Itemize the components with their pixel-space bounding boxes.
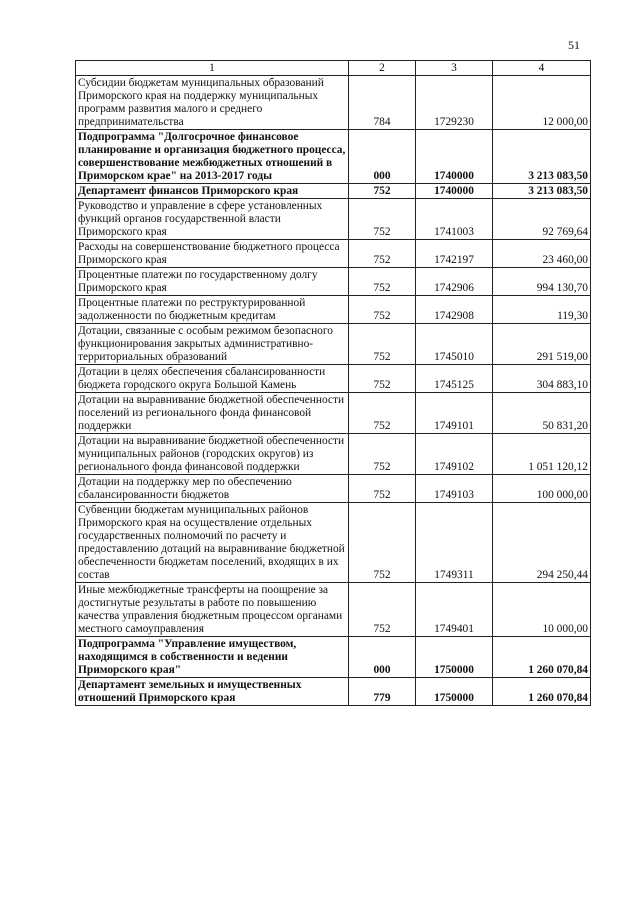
row-code-cell: 1749103 xyxy=(416,475,493,503)
column-header-name: 1 xyxy=(76,61,349,76)
row-admin-cell: 779 xyxy=(349,678,416,706)
table-row xyxy=(76,184,591,199)
row-name-cell: Дотации на выравнивание бюджетной обеспеченности муниципальных районов (городских округов) из регионального фонда финансовой поддержки xyxy=(76,434,349,475)
row-admin-cell: 752 xyxy=(349,475,416,503)
row-sum-cell: 1 260 070,84 xyxy=(493,678,591,706)
row-sum-cell: 92 769,64 xyxy=(493,199,591,240)
table-row xyxy=(76,296,591,324)
column-header-sum: 4 xyxy=(493,61,591,76)
row-code-cell: 1742908 xyxy=(416,296,493,324)
budget-table xyxy=(75,60,591,706)
row-name-cell: Процентные платежи по реструктурированной задолженности по бюджетным кредитам xyxy=(76,296,349,324)
row-code-cell: 1750000 xyxy=(416,678,493,706)
row-admin-cell: 752 xyxy=(349,296,416,324)
row-sum-cell: 12 000,00 xyxy=(493,76,591,130)
table-row xyxy=(76,583,591,637)
row-sum-cell: 119,30 xyxy=(493,296,591,324)
row-code-cell: 1742197 xyxy=(416,240,493,268)
row-code-cell: 1741003 xyxy=(416,199,493,240)
row-name-cell: Подпрограмма "Долгосрочное финансовое планирование и организация бюджетного процесса, совершенствование межбюджетных отношений в Приморском крае" на 2013-2017 годы xyxy=(76,130,349,184)
row-name-cell: Субвенции бюджетам муниципальных районов Приморского края на осуществление отдельных государственных полномочий по расчету и предоставлению дотаций на выравнивание бюджетной обеспеченности бюджетам поселений, входящих в их состав xyxy=(76,503,349,583)
row-name-cell: Руководство и управление в сфере установленных функций органов государственной власти Приморского края xyxy=(76,199,349,240)
table-body xyxy=(76,76,591,706)
row-code-cell: 1729230 xyxy=(416,76,493,130)
page-number: 51 xyxy=(568,38,580,52)
row-admin-cell: 752 xyxy=(349,503,416,583)
row-code-cell: 1749102 xyxy=(416,434,493,475)
row-sum-cell: 3 213 083,50 xyxy=(493,130,591,184)
row-name-cell: Департамент земельных и имущественных отношений Приморского края xyxy=(76,678,349,706)
row-code-cell: 1745010 xyxy=(416,324,493,365)
table-row xyxy=(76,130,591,184)
row-name-cell: Субсидии бюджетам муниципальных образований Приморского края на поддержку муниципальных программ развития малого и среднего предпринимательства xyxy=(76,76,349,130)
table-row xyxy=(76,76,591,130)
table-row xyxy=(76,434,591,475)
table-row xyxy=(76,365,591,393)
row-sum-cell: 1 051 120,12 xyxy=(493,434,591,475)
row-admin-cell: 784 xyxy=(349,76,416,130)
table-row xyxy=(76,503,591,583)
row-sum-cell: 50 831,20 xyxy=(493,393,591,434)
table-row xyxy=(76,637,591,678)
column-header-admin: 2 xyxy=(349,61,416,76)
row-admin-cell: 752 xyxy=(349,324,416,365)
row-code-cell: 1740000 xyxy=(416,130,493,184)
row-name-cell: Расходы на совершенствование бюджетного процесса Приморского края xyxy=(76,240,349,268)
row-sum-cell: 304 883,10 xyxy=(493,365,591,393)
row-name-cell: Дотации, связанные с особым режимом безопасного функционирования закрытых административно-территориальных образований xyxy=(76,324,349,365)
row-sum-cell: 3 213 083,50 xyxy=(493,184,591,199)
row-name-cell: Департамент финансов Приморского края xyxy=(76,184,349,199)
row-code-cell: 1745125 xyxy=(416,365,493,393)
table-row xyxy=(76,268,591,296)
row-name-cell: Процентные платежи по государственному долгу Приморского края xyxy=(76,268,349,296)
row-name-cell: Дотации на поддержку мер по обеспечению сбалансированности бюджетов xyxy=(76,475,349,503)
row-name-cell: Дотации на выравнивание бюджетной обеспеченности поселений из регионального фонда финансовой поддержки xyxy=(76,393,349,434)
row-admin-cell: 752 xyxy=(349,583,416,637)
table-row xyxy=(76,475,591,503)
table-row xyxy=(76,678,591,706)
table-row xyxy=(76,199,591,240)
row-admin-cell: 752 xyxy=(349,268,416,296)
row-code-cell: 1749311 xyxy=(416,503,493,583)
row-code-cell: 1749101 xyxy=(416,393,493,434)
row-admin-cell: 752 xyxy=(349,184,416,199)
row-name-cell: Подпрограмма "Управление имуществом, находящимся в собственности и ведении Приморского края" xyxy=(76,637,349,678)
table-row xyxy=(76,324,591,365)
row-admin-cell: 000 xyxy=(349,130,416,184)
row-admin-cell: 752 xyxy=(349,199,416,240)
row-admin-cell: 752 xyxy=(349,434,416,475)
row-admin-cell: 752 xyxy=(349,393,416,434)
row-sum-cell: 100 000,00 xyxy=(493,475,591,503)
row-admin-cell: 752 xyxy=(349,365,416,393)
row-code-cell: 1750000 xyxy=(416,637,493,678)
row-admin-cell: 000 xyxy=(349,637,416,678)
row-admin-cell: 752 xyxy=(349,240,416,268)
column-header-code: 3 xyxy=(416,61,493,76)
row-sum-cell: 23 460,00 xyxy=(493,240,591,268)
row-name-cell: Дотации в целях обеспечения сбалансированности бюджета городского округа Большой Камень xyxy=(76,365,349,393)
table-row xyxy=(76,393,591,434)
row-sum-cell: 994 130,70 xyxy=(493,268,591,296)
row-sum-cell: 1 260 070,84 xyxy=(493,637,591,678)
row-code-cell: 1749401 xyxy=(416,583,493,637)
row-sum-cell: 291 519,00 xyxy=(493,324,591,365)
row-sum-cell: 10 000,00 xyxy=(493,583,591,637)
row-name-cell: Иные межбюджетные трансферты на поощрение за достигнутые результаты в работе по повышению качества управления бюджетным процессом органами местного самоуправления xyxy=(76,583,349,637)
table-row xyxy=(76,240,591,268)
row-sum-cell: 294 250,44 xyxy=(493,503,591,583)
table-header-row xyxy=(76,61,591,76)
row-code-cell: 1742906 xyxy=(416,268,493,296)
row-code-cell: 1740000 xyxy=(416,184,493,199)
